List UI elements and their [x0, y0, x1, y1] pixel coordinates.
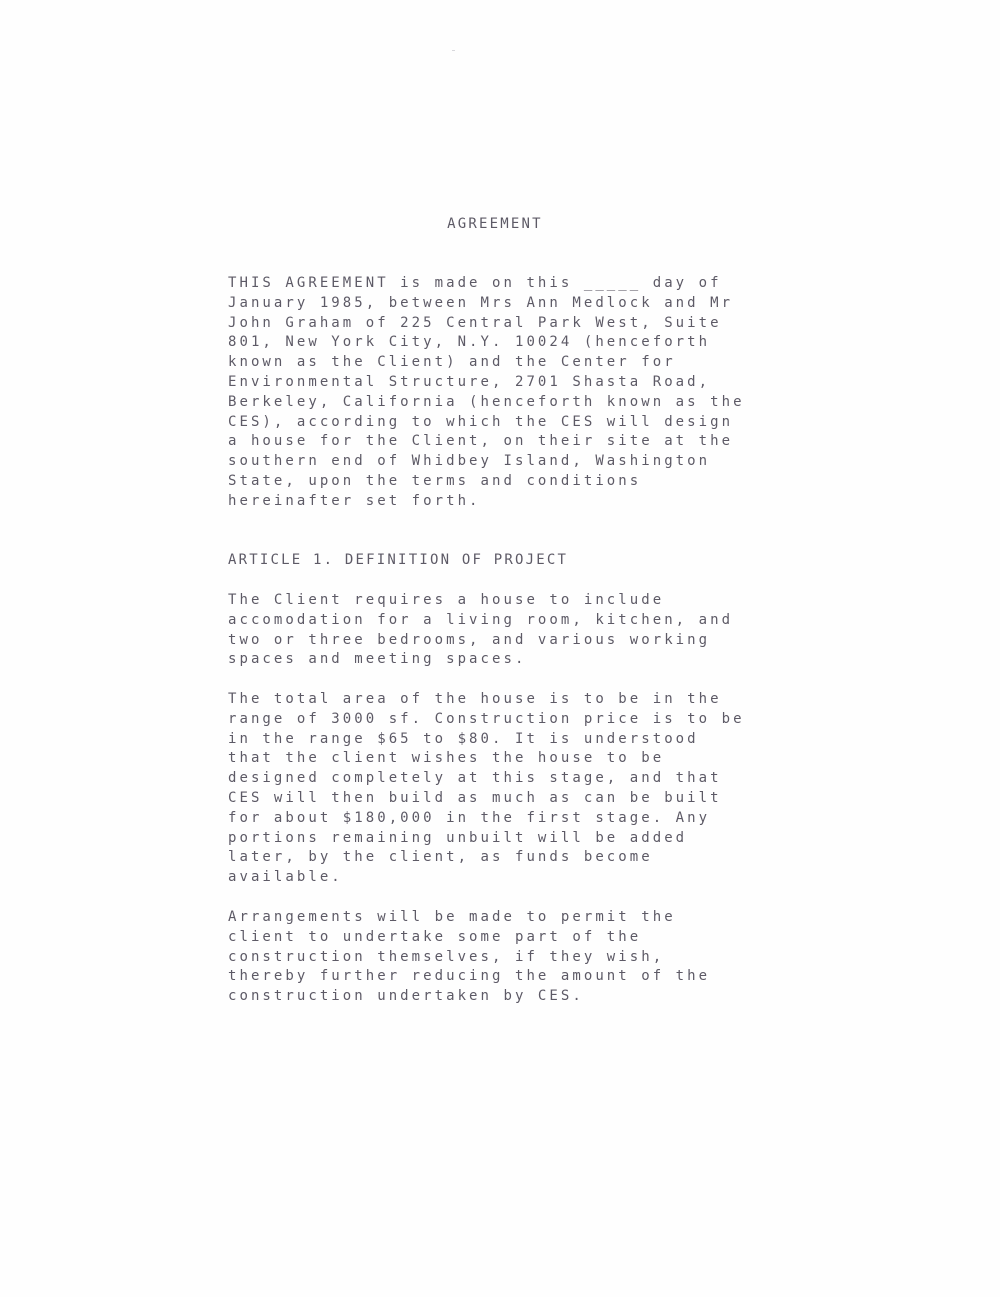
- paragraph-accommodation: [228, 591, 733, 670]
- paragraph-line: portions remaining unbuilt will be added: [228, 829, 688, 846]
- paragraph-line: CES will then build as much as can be built: [228, 789, 722, 806]
- intro-line: State, upon the terms and conditions: [228, 472, 642, 489]
- intro-line: hereinafter set forth.: [228, 492, 481, 509]
- intro-paragraph: [228, 274, 745, 512]
- paragraph-line: in the range $65 to $80. It is understood: [228, 730, 699, 747]
- article-heading: ARTICLE 1. DEFINITION OF PROJECT: [228, 552, 569, 568]
- paragraph-line: The total area of the house is to be in the: [228, 691, 722, 707]
- paragraph-line: two or three bedrooms, and various working: [228, 631, 711, 648]
- paragraph-line: range of 3000 sf. Construction price is to be: [228, 710, 745, 727]
- intro-line: Berkeley, California (henceforth known as the: [228, 393, 745, 410]
- paragraph-line: The Client requires a house to include: [228, 592, 665, 608]
- intro-line: 801, New York City, N.Y. 10024 (henceforth: [228, 334, 711, 351]
- paragraph-line: for about $180,000 in the first stage. Any: [228, 809, 711, 826]
- paragraph-line: spaces and meeting spaces.: [228, 651, 527, 668]
- intro-line: John Graham of 225 Central Park West, Suite: [228, 314, 722, 331]
- intro-line: CES), according to which the CES will design: [228, 413, 734, 430]
- intro-line: a house for the Client, on their site at the: [228, 433, 734, 450]
- paragraph-line: accomodation for a living room, kitchen, and: [228, 611, 734, 628]
- document-title: AGREEMENT: [447, 216, 543, 232]
- paper-speck: [452, 50, 455, 51]
- paragraph-line: designed completely at this stage, and that: [228, 770, 722, 787]
- paragraph-line: thereby further reducing the amount of the: [228, 968, 711, 985]
- paragraph-line: that the client wishes the house to be: [228, 750, 665, 767]
- paragraph-line: later, by the client, as funds become: [228, 849, 653, 866]
- paragraph-line: available.: [228, 869, 343, 886]
- paragraph-client-construction: [228, 908, 710, 1007]
- intro-line: southern end of Whidbey Island, Washington: [228, 453, 711, 470]
- paragraph-line: Arrangements will be made to permit the: [228, 909, 676, 925]
- paragraph-line: construction themselves, if they wish,: [228, 948, 665, 965]
- intro-line: THIS AGREEMENT is made on this _____ day of: [228, 275, 722, 291]
- paragraph-line: construction undertaken by CES.: [228, 988, 584, 1005]
- intro-line: known as the Client) and the Center for: [228, 354, 676, 371]
- intro-line: January 1985, between Mrs Ann Medlock and Mr: [228, 294, 734, 311]
- paragraph-line: client to undertake some part of the: [228, 928, 642, 945]
- paragraph-area-and-price: [228, 690, 745, 888]
- intro-line: Environmental Structure, 2701 Shasta Road,: [228, 373, 711, 390]
